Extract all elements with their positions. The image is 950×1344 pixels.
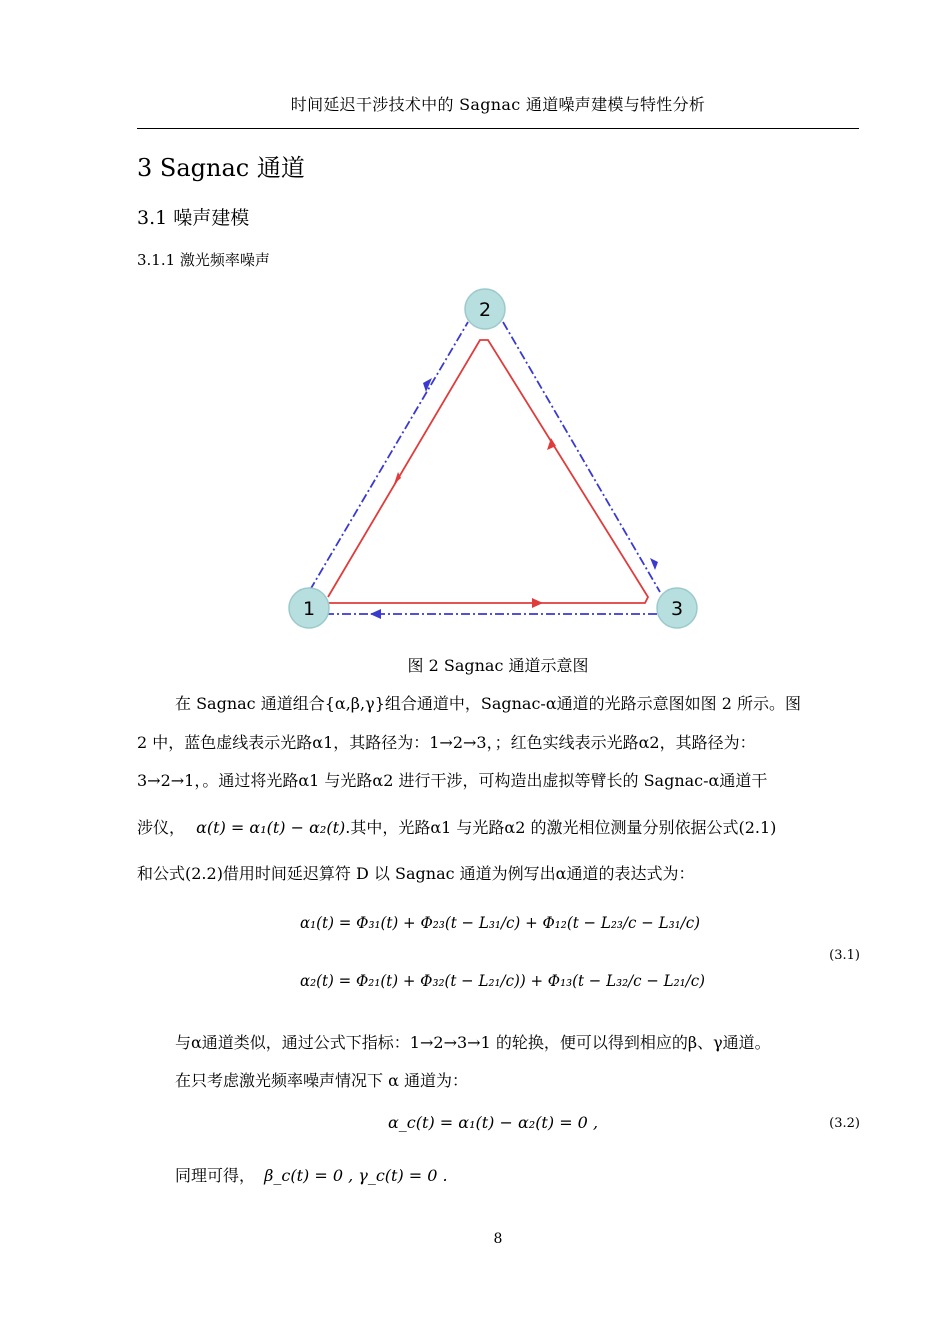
running-header: 时间延迟干涉技术中的 Sagnac 通道噪声建模与特性分析 xyxy=(290,95,706,114)
node-2-label: 2 xyxy=(478,299,492,321)
blue-arrow-23 xyxy=(650,558,658,570)
equation-3-2: α_c(t) = α₁(t) − α₂(t) = 0 , xyxy=(388,1113,599,1132)
node-1 xyxy=(289,588,329,628)
node-1-label: 1 xyxy=(302,598,316,620)
subsection-title: 3.1 噪声建模 xyxy=(137,207,250,229)
equation-3-1-line-2: α₂(t) = Φ₂₁(t) + Φ₃₂(t − L₂₁/c)) + Φ₁₃(t − L₃₂/c − L₂₁/c) xyxy=(300,971,705,990)
subsubsection-title: 3.1.1 激光频率噪声 xyxy=(137,251,270,269)
paragraph-1-line-2: 2 中，蓝色虚线表示光路α1，其路径为：1→2→3，；红色实线表示光路α2，其路径为： xyxy=(137,733,756,752)
paragraph-1-line-4-post: .其中，光路α1 与光路α2 的激光相位测量分别依据公式(2.1) xyxy=(345,818,777,837)
paragraph-3-pre: 同理可得， xyxy=(175,1166,256,1185)
red-arrow-13 xyxy=(532,598,543,608)
node-2 xyxy=(465,289,505,329)
blue-arrows xyxy=(370,378,658,619)
blue-arrow-12 xyxy=(423,378,432,392)
page-number: 8 xyxy=(493,1231,503,1247)
equation-3-1 xyxy=(290,898,720,1014)
paragraph-1-line-1: 在 Sagnac 通道组合{α,β,γ}组合通道中，Sagnac-α通道的光路示意图如图 2 所示。图 xyxy=(175,694,801,713)
equation-3-2-number: (3.2) xyxy=(829,1116,860,1131)
equation-3-1-number: (3.1) xyxy=(829,948,860,963)
red-arrows xyxy=(394,438,556,608)
red-solid-path xyxy=(328,340,648,603)
inline-equation-beta-gamma: β_c(t) = 0 , γ_c(t) = 0 . xyxy=(264,1166,448,1185)
sagnac-figure xyxy=(0,0,950,660)
blue-arrow-31 xyxy=(370,609,381,619)
paragraph-1-line-5: 和公式(2.2)借用时间延迟算符 D 以 Sagnac 通道为例写出α通道的表达式为： xyxy=(137,864,695,883)
paragraph-2-line-1: 与α通道类似，通过公式下指标：1→2→3→1 的轮换，便可以得到相应的β、γ通道。 xyxy=(175,1033,771,1052)
node-3-label: 3 xyxy=(670,598,684,620)
paragraph-2-line-2: 在只考虑激光频率噪声情况下 α 通道为： xyxy=(175,1071,468,1090)
figure-caption: 图 2 Sagnac 通道示意图 xyxy=(407,656,589,675)
inline-equation-alpha: α(t) = α₁(t) − α₂(t) xyxy=(196,818,346,837)
paragraph-1-line-4-pre: 涉仪， xyxy=(137,818,186,837)
blue-dashed-path xyxy=(310,322,660,614)
equation-3-1-line-1: α₁(t) = Φ₃₁(t) + Φ₂₃(t − L₃₁/c) + Φ₁₂(t − L₂₃/c − L₃₁/c) xyxy=(300,913,700,932)
node-3 xyxy=(657,588,697,628)
paragraph-3 xyxy=(175,1163,897,1186)
paragraph-1-line-4 xyxy=(137,815,859,838)
paragraph-1-line-3: 3→2→1，。通过将光路α1 与光路α2 进行干涉，可构造出虚拟等臂长的 Sagnac-α通道干 xyxy=(137,771,768,790)
section-title: 3 Sagnac 通道 xyxy=(137,154,305,182)
